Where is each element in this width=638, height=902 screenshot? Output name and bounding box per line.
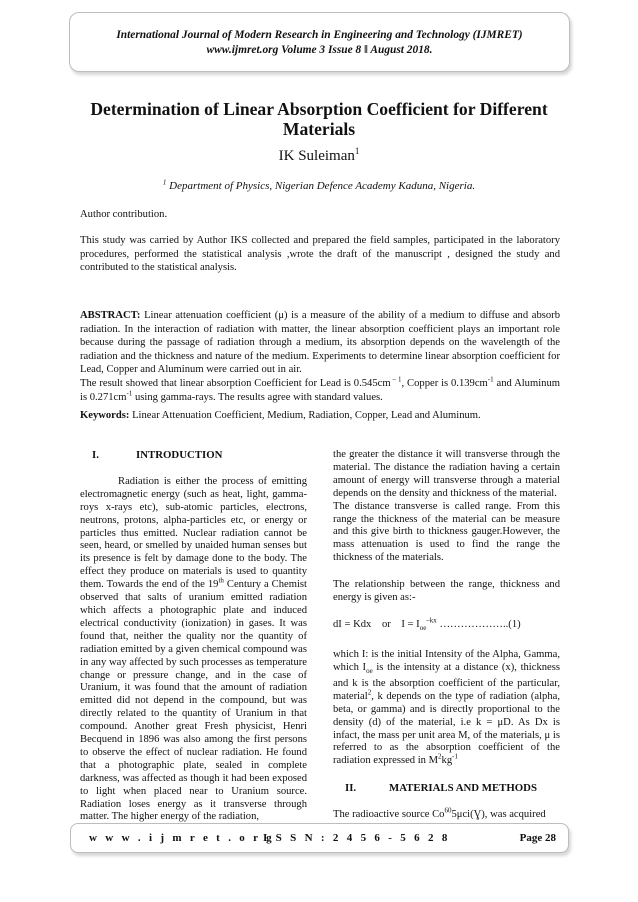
unit-sup: 2 <box>438 752 442 761</box>
text: 5μci(Ɣ), was acquired <box>451 809 546 821</box>
keywords-text: Linear Attenuation Coefficient, Medium, Radiation, Copper, Lead and Aluminum. <box>129 410 481 421</box>
section-number: II. <box>345 782 357 795</box>
citation-sup: 2 <box>367 688 372 697</box>
journal-header <box>69 12 570 72</box>
journal-name: International Journal of Modern Research in Engineering and Technology (IJMRET) <box>116 29 523 41</box>
equation-part: dI = Kdx <box>333 618 372 630</box>
isotope-sup: 60 <box>444 806 452 815</box>
text: , k depends on the type of radiation (alpha, beta, or gamma) and is directly proportional to the density (d) of the material, i.e k = μD. As Dx is infact, the mass per unit area M, of the materials, μ is referred to as the absorption coefficient of the radiation expressed in M <box>333 690 560 767</box>
unit-sup: -1 <box>452 752 458 761</box>
section-heading-materials-methods <box>333 782 560 795</box>
affiliation <box>0 180 638 192</box>
equation-part: or <box>381 618 391 630</box>
unit-sup: -1 <box>487 375 494 384</box>
author-name: IK Suleiman <box>278 148 355 164</box>
author-line <box>0 148 638 165</box>
study-statement: This study was carried by Author IKS collected and prepared the field samples, participated in the laboratory procedures, performed the statistical analysis ,wrote the draft of the manuscript , designed the study and contributed to the statistical analysis. <box>80 235 560 274</box>
paper-title: Determination of Linear Absorption Coefficient for Different Materials <box>90 99 548 139</box>
affiliation-text: Department of Physics, Nigerian Defence Academy Kaduna, Nigeria. <box>166 180 476 192</box>
text: is the intensity at a distance (x), thickness and k is the absorption coefficient of the particular, material <box>333 661 560 702</box>
abstract-result: , Copper is 0.139cm <box>401 377 488 389</box>
paragraph: the greater the distance it will transverse through the material. The distance the radiation having a certain amount of energy will transverse through a material depends on the density and thickness of the material. <box>333 449 560 499</box>
intro-text: Radiation is either the process of emitting electromagnetic energy (such as heat, light, gamma-roys x-rays etc), sub-atomic particles, electrons, neutrons, protons, alpha-particles etc, or energy or particles thus emitted. Nuclear radiation cannot be seen, heard, or smelled by unaided human senses but its presence is felt by damage done to the body. The effect they produce on materials is used to quantity them. Towards the end of the 19 <box>80 475 307 591</box>
section-number: I. <box>92 449 99 461</box>
abstract <box>80 309 560 404</box>
text: The radioactive source Co <box>333 809 445 821</box>
journal-volume: www.ijmret.org Volume 3 Issue 8 ǁ August 2018. <box>206 44 433 56</box>
abstract-result: using gamma-rays. The results agree with standard values. <box>132 391 383 403</box>
footer-website: w w w . i j m r e t . o r g <box>89 832 275 844</box>
equation-part: I = I <box>401 618 420 630</box>
text-sub: oe <box>366 667 373 675</box>
paragraph <box>333 649 560 768</box>
abstract-result: and Aluminum is 0.271cm <box>80 377 560 403</box>
keywords-label: Keywords: <box>80 410 130 421</box>
unit-sup: – 1 <box>390 375 402 384</box>
left-column <box>80 449 307 824</box>
text: kg <box>441 755 453 767</box>
equation-sup: –kx <box>426 616 437 625</box>
keywords <box>80 409 560 423</box>
author-sup: 1 <box>354 146 360 156</box>
section-title: INTRODUCTION <box>136 449 223 461</box>
paragraph: The relationship between the range, thickness and energy is given as:- <box>333 579 560 604</box>
intro-text: Century a Chemist observed that salts of uranium emitted radiation which affects a photographic plate and induced electrical conductivity (ionization) in gases. It was found that, neither the quality nor the quantity of radiation emitted by a given chemical compound was in any way affected by such processes as temperature change or pressure change, and in the case of Uranium, it was found that the amount of radiation emitted did not depend in the compound, but was directly related to the quantity of Uranium in that compound. Another great Fresh physicist, Henri Becquend in 1896 was also among the first persons to observe the effect of nuclear radiation. He found that a photographic plate, sealed in complete darkness, was affected as though it had been exposed to light when placed near to Uranium source. Radiation loses energy as it transverse through matter. The higher energy of the radiation, <box>80 579 307 823</box>
text: which I: is the initial Intensity of the Alpha, Gamma, which I <box>333 648 560 673</box>
author-contribution: Author contribution. <box>80 209 168 220</box>
equation-number: ………………..(1) <box>436 618 521 630</box>
paragraph: The distance transverse is called range. From this range the thickness of the material can be measure and this give birth to thickness gauger.However, the mass attenuation is used to find the range the thickness of the materials. <box>333 500 560 564</box>
equation-1 <box>333 616 560 635</box>
footer-issn: I S S N : 2 4 5 6 - 5 6 2 8 <box>263 832 451 844</box>
right-column <box>333 449 560 822</box>
abstract-label: ABSTRACT: <box>80 310 141 321</box>
affiliation-sup: 1 <box>162 178 167 187</box>
intro-paragraph <box>80 476 307 824</box>
abstract-result: The result showed that linear absorption Coefficient for Lead is 0.545cm <box>80 377 391 389</box>
section-title: MATERIALS AND METHODS <box>389 782 537 795</box>
ordinal-sup: th <box>218 576 224 585</box>
paragraph <box>333 806 560 822</box>
page-footer <box>70 823 569 853</box>
unit-sup: -1 <box>126 389 133 398</box>
abstract-text: Linear attenuation coefficient (μ) is a measure of the ability of a medium to diffuse and absorb radiation. In the interaction of radiation with matter, the linear absorption coefficient plays an important role because during the passage of radiation through a medium, its absorption depends on the wavelength of the radiation and the thickness and nature of the medium. Experiments to determine linear absorption coefficient for Lead, Copper and Aluminum were carried out in air. <box>80 310 560 376</box>
equation-sub: oe <box>419 624 427 633</box>
footer-page-number: Page 28 <box>519 832 556 844</box>
section-heading-introduction <box>80 449 307 462</box>
